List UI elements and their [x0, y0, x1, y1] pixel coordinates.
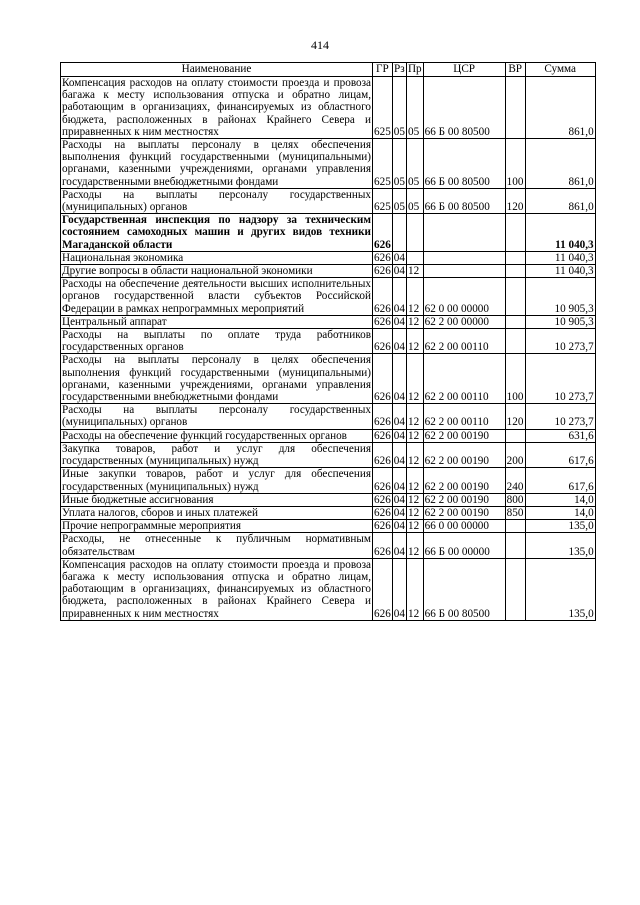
cell-vr	[505, 558, 525, 620]
cell-pr: 12	[406, 442, 423, 467]
table-row	[61, 468, 596, 493]
table-row	[61, 265, 596, 278]
cell-pr: 12	[406, 558, 423, 620]
cell-csr	[423, 251, 505, 264]
cell-gr: 625	[373, 77, 393, 139]
cell-pr: 12	[406, 520, 423, 533]
cell-csr: 62 2 00 00110	[423, 404, 505, 429]
cell-name: Расходы на выплаты персоналу государственных (муниципальных) органов	[62, 188, 371, 214]
cell-name: Прочие непрограммные мероприятия	[61, 520, 373, 533]
cell-vr	[505, 315, 525, 328]
cell-gr: 626	[373, 278, 393, 316]
header-name: Наименование	[61, 63, 373, 77]
cell-pr	[406, 214, 423, 252]
cell-rz: 04	[392, 442, 406, 467]
cell-gr: 625	[373, 188, 393, 213]
table-row	[61, 520, 596, 533]
cell-name: Расходы на выплаты по оплате труда работников государственных органов	[62, 329, 371, 354]
cell-pr: 12	[406, 429, 423, 442]
cell-sum: 10 273,7	[525, 329, 595, 354]
cell-gr: 626	[374, 520, 391, 533]
cell-csr	[423, 214, 505, 252]
cell-gr: 626	[373, 533, 393, 558]
cell-vr: 240	[505, 468, 525, 493]
cell-name: Компенсация расходов на оплату стоимости проезда и провоза багажа к месту использования отпуска и обратно лицам, работающим в организациях, финансируемых из областного бюджета, расположенных в районах Крайнего Севера и приравненных к ним местностях	[62, 77, 371, 138]
table-row	[61, 251, 596, 264]
cell-gr: 626	[374, 265, 391, 278]
cell-name: Закупка товаров, работ и услуг для обеспечения государственных (муниципальных) нужд	[62, 442, 371, 468]
cell-sum: 10 273,7	[525, 404, 595, 429]
cell-gr: 626	[373, 468, 393, 493]
cell-sum: 11 040,3	[525, 214, 595, 252]
budget-table	[60, 62, 596, 621]
cell-rz: 04	[392, 329, 406, 354]
cell-name: Расходы на выплаты персоналу государственных (муниципальных) органов	[62, 404, 371, 429]
cell-sum: 631,6	[525, 429, 595, 442]
table-row	[61, 404, 596, 429]
cell-gr: 626	[373, 558, 393, 620]
cell-name: Расходы на обеспечение деятельности высших исполнительных органов государственной власти субъектов Российской Федерации в рамках непрограммных мероприятий	[62, 278, 371, 315]
cell-rz: 05	[392, 188, 406, 213]
cell-csr: 66 Б 00 80500	[423, 188, 505, 213]
cell-sum: 11 040,3	[525, 265, 595, 278]
cell-csr: 62 2 00 00000	[423, 315, 505, 328]
cell-rz: 04	[392, 354, 406, 404]
cell-vr	[505, 251, 525, 264]
cell-pr: 05	[406, 77, 423, 139]
cell-vr: 120	[505, 188, 525, 213]
table-row	[61, 442, 596, 467]
cell-name: Другие вопросы в области национальной экономики	[61, 265, 373, 278]
cell-vr	[505, 265, 525, 278]
cell-name: Центральный аппарат	[61, 315, 373, 328]
table-row	[61, 278, 596, 316]
cell-csr	[423, 265, 505, 278]
cell-vr: 800	[506, 493, 524, 506]
cell-rz: 04	[392, 278, 406, 316]
cell-gr: 625	[373, 139, 393, 189]
cell-gr: 626	[373, 442, 393, 467]
cell-sum: 861,0	[525, 188, 595, 213]
cell-pr: 12	[406, 404, 423, 429]
cell-csr: 62 2 00 00190	[423, 429, 505, 442]
cell-rz: 04	[393, 520, 405, 533]
cell-rz: 05	[392, 139, 406, 189]
cell-csr: 62 2 00 00110	[423, 329, 505, 354]
cell-gr: 626	[374, 315, 391, 328]
cell-name: Расходы на выплаты персоналу в целях обеспечения выполнения функций государственными (муниципальными) органами, казенными учреждениями, органами управления государственными внебюджетными фондами	[62, 139, 371, 188]
cell-vr	[505, 214, 525, 252]
header-rz: Рз	[394, 63, 405, 76]
cell-vr	[505, 520, 525, 533]
cell-name: Иные бюджетные ассигнования	[61, 493, 373, 506]
cell-sum: 10 905,3	[525, 278, 595, 316]
page-number: 414	[311, 38, 329, 52]
cell-rz: 04	[393, 493, 405, 506]
cell-gr: 626	[373, 354, 393, 404]
cell-gr: 626	[374, 429, 391, 442]
cell-rz: 04	[393, 265, 405, 278]
cell-csr: 66 Б 00 00000	[423, 533, 505, 558]
table-body	[61, 77, 596, 621]
table-row	[61, 329, 596, 354]
cell-vr	[505, 77, 525, 139]
cell-rz: 04	[393, 315, 405, 328]
cell-pr: 05	[406, 188, 423, 213]
table-row	[61, 493, 596, 506]
cell-sum: 861,0	[525, 77, 595, 139]
cell-rz: 04	[392, 404, 406, 429]
cell-pr: 12	[406, 493, 423, 506]
cell-pr	[406, 251, 423, 264]
cell-vr: 100	[505, 139, 525, 189]
cell-vr: 120	[505, 404, 525, 429]
cell-sum: 617,6	[525, 442, 595, 467]
cell-csr: 66 Б 00 80500	[423, 558, 505, 620]
table-row	[61, 533, 596, 558]
cell-name: Уплата налогов, сборов и иных платежей	[61, 506, 373, 519]
cell-rz: 04	[393, 251, 405, 264]
cell-name: Расходы на обеспечение функций государственных органов	[61, 429, 373, 442]
cell-gr: 626	[373, 329, 393, 354]
cell-sum: 10 905,3	[525, 315, 595, 328]
cell-gr: 626	[373, 404, 393, 429]
cell-sum: 14,0	[525, 506, 595, 519]
cell-sum: 135,0	[525, 558, 595, 620]
cell-pr: 12	[406, 278, 423, 316]
cell-vr	[505, 533, 525, 558]
cell-vr	[505, 278, 525, 316]
cell-sum: 14,0	[525, 493, 595, 506]
cell-rz: 04	[392, 533, 406, 558]
cell-vr: 850	[506, 506, 524, 519]
cell-sum: 11 040,3	[525, 251, 595, 264]
cell-gr: 626	[373, 214, 393, 252]
cell-rz: 04	[393, 429, 405, 442]
cell-sum: 861,0	[525, 139, 595, 189]
header-pr: Пр	[407, 63, 422, 76]
table-row	[61, 354, 596, 404]
cell-pr: 12	[406, 506, 423, 519]
cell-sum: 617,6	[525, 468, 595, 493]
cell-vr	[505, 429, 525, 442]
cell-pr: 05	[406, 139, 423, 189]
header-csr: ЦСР	[423, 63, 505, 77]
cell-vr: 200	[505, 442, 525, 467]
table-row	[61, 315, 596, 328]
cell-pr: 12	[406, 533, 423, 558]
header-gr: ГР	[373, 63, 393, 77]
cell-gr: 626	[374, 251, 391, 264]
cell-name: Компенсация расходов на оплату стоимости проезда и провоза багажа к месту использования отпуска и обратно лицам, работающим в организациях, финансируемых из областного бюджета, расположенных в районах Крайнего Севера и приравненных к ним местностях	[62, 558, 371, 620]
table-row	[61, 429, 596, 442]
cell-rz: 05	[392, 77, 406, 139]
cell-csr: 66 0 00 00000	[423, 520, 505, 533]
cell-csr: 62 0 00 00000	[423, 278, 505, 316]
table-row	[61, 139, 596, 189]
cell-gr: 626	[374, 506, 391, 519]
header-vr: ВР	[505, 63, 525, 77]
cell-rz: 04	[393, 506, 405, 519]
cell-csr: 62 2 00 00190	[423, 493, 505, 506]
cell-rz: 04	[392, 558, 406, 620]
cell-sum: 135,0	[525, 533, 595, 558]
table-row	[61, 558, 596, 620]
cell-gr: 626	[374, 493, 391, 506]
cell-vr: 100	[505, 354, 525, 404]
cell-csr: 62 2 00 00190	[423, 442, 505, 467]
cell-name: Расходы на выплаты персоналу в целях обеспечения выполнения функций государственными (муниципальными) органами, казенными учреждениями, органами управления государственными внебюджетными фондами	[62, 354, 371, 404]
cell-sum: 135,0	[525, 520, 595, 533]
cell-csr: 62 2 00 00190	[423, 468, 505, 493]
cell-name: Национальная экономика	[61, 251, 373, 264]
cell-pr: 12	[406, 354, 423, 404]
table-row	[61, 77, 596, 139]
cell-csr: 66 Б 00 80500	[423, 139, 505, 189]
cell-rz: 04	[392, 468, 406, 493]
cell-rz	[392, 214, 406, 252]
cell-csr: 62 2 00 00110	[423, 354, 505, 404]
cell-name: Иные закупки товаров, работ и услуг для обеспечения государственных (муниципальных) нужд	[62, 468, 371, 493]
header-sum: Сумма	[525, 63, 595, 77]
table-row	[61, 214, 596, 252]
cell-pr: 12	[406, 329, 423, 354]
cell-vr	[505, 329, 525, 354]
header-row	[61, 63, 596, 77]
cell-csr: 62 2 00 00190	[423, 506, 505, 519]
cell-name: Расходы, не отнесенные к публичным нормативным обязательствам	[62, 533, 371, 558]
cell-pr: 12	[406, 265, 423, 278]
cell-pr: 12	[406, 468, 423, 493]
cell-csr: 66 Б 00 80500	[423, 77, 505, 139]
cell-sum: 10 273,7	[525, 354, 595, 404]
table-row	[61, 506, 596, 519]
cell-name: Государственная инспекция по надзору за техническим состоянием самоходных машин и других видов техники Магаданской области	[62, 214, 371, 251]
table-row	[61, 188, 596, 213]
cell-pr: 12	[406, 315, 423, 328]
